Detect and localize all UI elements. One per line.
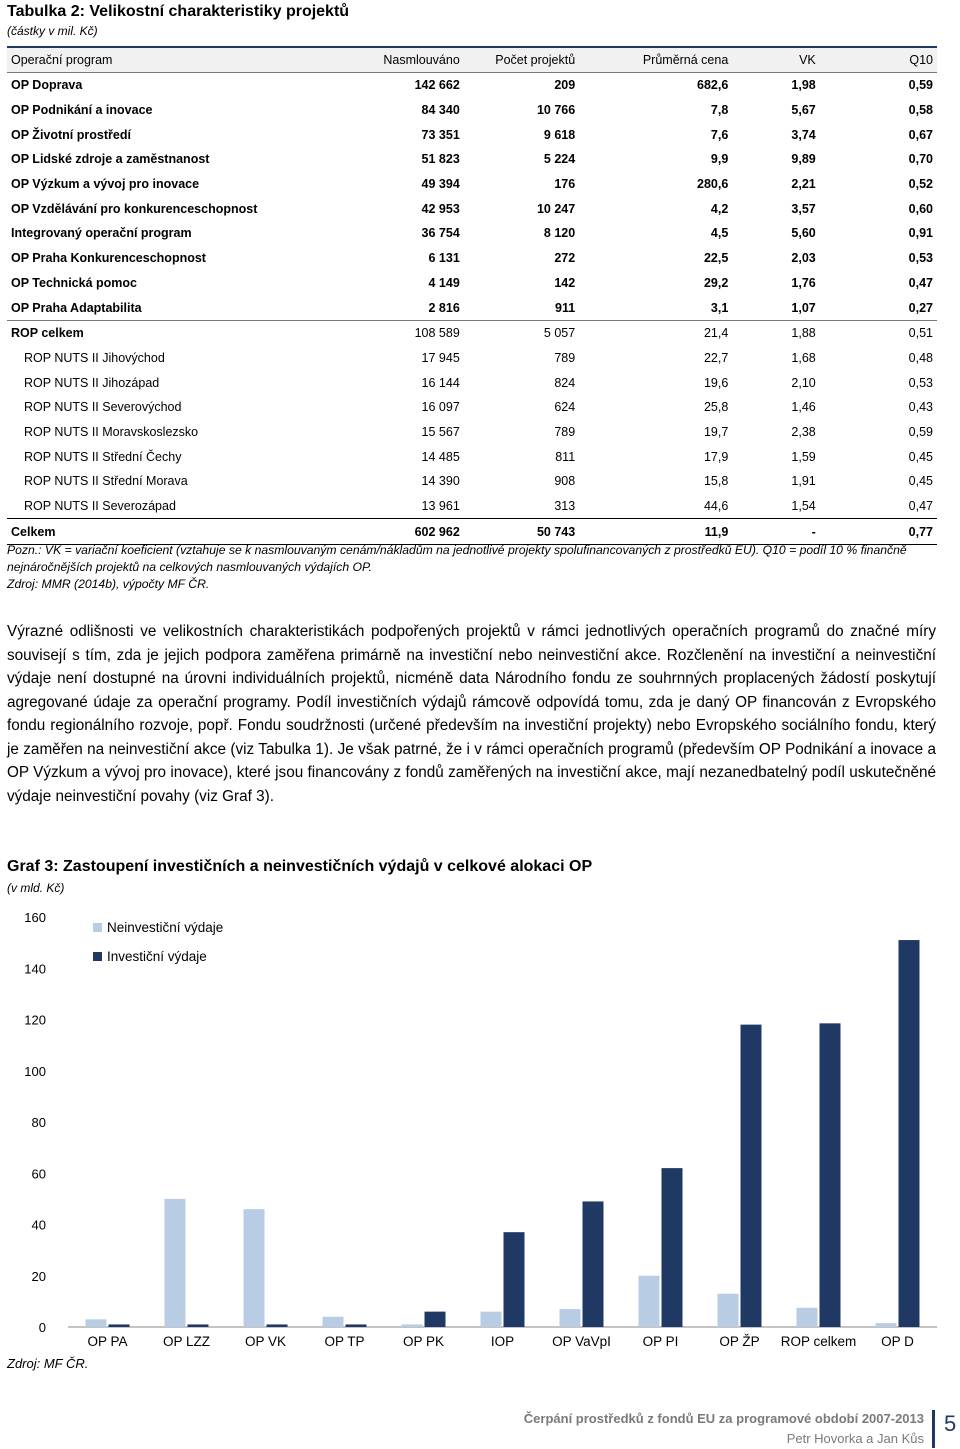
row-name: Celkem: [7, 519, 348, 545]
row-name: OP Praha Konkurenceschopnost: [11, 251, 206, 266]
cell: 5 224: [543, 152, 576, 167]
table-row: [7, 172, 937, 197]
col-header: Nasmlouváno: [348, 47, 464, 73]
cell: 1,68: [791, 350, 816, 365]
table-row: [7, 494, 937, 519]
cell: 3,74: [791, 127, 816, 142]
table-row-total: [7, 519, 937, 545]
cell: 0,59: [908, 424, 933, 439]
cell: 789: [554, 424, 576, 439]
bar-invest: [820, 1023, 841, 1327]
cell: 9,9: [710, 152, 729, 167]
cell: 142 662: [414, 78, 460, 93]
cell: 3,1: [710, 300, 729, 315]
table-row: [7, 395, 937, 420]
cell: 2 816: [428, 300, 460, 315]
legend-label: Neinvestiční výdaje: [107, 920, 224, 935]
cell: 911: [555, 300, 576, 315]
cell: 16 144: [421, 375, 460, 390]
table-title: Tabulka 2: Velikostní charakteristiky projektů: [7, 3, 350, 20]
bar-noninvest: [86, 1319, 107, 1327]
cell: 49 394: [421, 177, 460, 192]
row-name: ROP NUTS II Střední Morava: [24, 474, 188, 489]
cell: 21,4: [579, 320, 732, 345]
row-name: OP Výzkum a vývoj pro inovace: [11, 177, 200, 192]
cell: 108 589: [348, 320, 464, 345]
cell: 1,98: [791, 78, 816, 93]
cell: 1,76: [791, 275, 816, 290]
row-name: OP Praha Adaptabilita: [11, 300, 142, 315]
cell: 6 131: [428, 251, 460, 266]
y-tick-label: 0: [38, 1320, 46, 1335]
row-name: ROP NUTS II Střední Čechy: [24, 449, 182, 464]
cell: 5,60: [791, 226, 816, 241]
table-row: [7, 444, 937, 469]
x-tick-label: OP PI: [642, 1334, 679, 1349]
cell: 19,7: [703, 424, 729, 439]
table-row: [7, 346, 937, 371]
row-name: ROP celkem: [7, 320, 348, 345]
page-number: 5: [944, 1411, 957, 1436]
cell: 602 962: [348, 519, 464, 545]
bar-invest: [662, 1168, 683, 1327]
x-tick-label: OP PK: [402, 1334, 445, 1349]
table-unit: (částky v mil. Kč): [7, 24, 98, 38]
col-header: Počet projektů: [464, 47, 579, 73]
table-row: [7, 196, 937, 221]
cell: 17,9: [703, 449, 729, 464]
cell: 4,5: [710, 226, 729, 241]
x-tick-label: OP ŽP: [719, 1334, 760, 1349]
cell: 0,59: [908, 78, 933, 93]
graph-source: Zdroj: MF ČR.: [7, 1356, 89, 1371]
cell: 25,8: [703, 400, 729, 415]
cell: 4 149: [428, 275, 460, 290]
row-name: ROP NUTS II Moravskoslezsko: [24, 424, 199, 439]
cell: 7,6: [710, 127, 729, 142]
legend-swatch: [93, 923, 102, 932]
cell: 313: [554, 499, 576, 514]
col-header: VK: [732, 47, 819, 73]
col-header: Q10: [820, 47, 937, 73]
cell: 0,47: [908, 499, 933, 514]
row-name: ROP NUTS II Jihovýchod: [24, 350, 165, 365]
cell: 11,9: [579, 519, 732, 545]
row-name: OP Vzdělávání pro konkurenceschopnost: [11, 201, 258, 216]
note-text: Pozn.: VK = variační koeficient (vztahuje se k nasmlouvaným cenám/nákladům na jednotlivé projekty spolufinancovaných z prostředků EU). Q10 = podíl 10 % finančně nejnáročnějších projektů na celkových nasmlouvaných výdajích OP.: [7, 543, 907, 574]
cell: 0,45: [908, 474, 933, 489]
x-tick-label: OP LZZ: [162, 1334, 211, 1349]
cell: 0,60: [908, 201, 933, 216]
cell: 280,6: [697, 177, 729, 192]
bar-invest: [346, 1324, 367, 1327]
cell: 4,2: [710, 201, 729, 216]
cell: 15,8: [703, 474, 729, 489]
row-name: ROP NUTS II Severovýchod: [24, 400, 182, 415]
table-row: [7, 420, 937, 445]
cell: 1,88: [732, 320, 819, 345]
x-tick-label: OP VaVpI: [552, 1334, 611, 1349]
bar-invest: [425, 1312, 446, 1327]
cell: 3,57: [791, 201, 816, 216]
x-tick-label: OP TP: [324, 1334, 365, 1349]
y-tick-label: 80: [31, 1115, 46, 1130]
x-tick-label: OP PA: [87, 1334, 128, 1349]
cell: -: [732, 519, 819, 545]
row-name: ROP NUTS II Jihozápad: [24, 375, 160, 390]
cell: 50 743: [464, 519, 579, 545]
cell: 0,48: [908, 350, 933, 365]
cell: 15 567: [421, 424, 460, 439]
table-row: [7, 122, 937, 147]
cell: 624: [554, 400, 576, 415]
x-tick-label: ROP celkem: [780, 1334, 857, 1349]
cell: 0,51: [820, 320, 937, 345]
bar-noninvest: [876, 1323, 897, 1327]
table-row: [7, 469, 937, 494]
x-tick-label: OP VK: [244, 1334, 287, 1349]
cell: 44,6: [703, 499, 729, 514]
cell: 14 390: [421, 474, 460, 489]
table-header-row: [7, 47, 937, 73]
cell: 84 340: [421, 103, 460, 118]
bar-noninvest: [244, 1209, 265, 1327]
cell: 2,21: [791, 177, 816, 192]
cell: 0,58: [908, 103, 933, 118]
bar-invest: [583, 1201, 604, 1327]
cell: 73 351: [421, 127, 460, 142]
cell: 19,6: [703, 375, 729, 390]
bar-invest: [267, 1324, 288, 1327]
footer-divider: [932, 1410, 935, 1448]
bar-noninvest: [560, 1309, 581, 1327]
table-row: [7, 98, 937, 123]
cell: 142: [554, 275, 576, 290]
cell: 0,91: [908, 226, 933, 241]
table-row: [7, 271, 937, 296]
bar-invest: [741, 1025, 762, 1327]
bar-noninvest: [639, 1276, 660, 1327]
cell: 8 120: [543, 226, 576, 241]
bar-chart: [0, 895, 960, 1360]
cell: 0,77: [820, 519, 937, 545]
footer-authors: Petr Hovorka a Jan Kůs: [786, 1431, 924, 1446]
body-paragraph: Výrazné odlišnosti ve velikostních charakteristikách podpořených projektů v rámci jednotlivých operačních programů do značné míry souvisejí s tím, zda je jejich podpora zaměřena primárně na investiční nebo neinvestiční akce. Rozčlenění na investiční a neinvestiční výdaje není dostupné na úrovni individuálních projektů, nicméně data Národního fondu ze souhrnných proplacených žádostí poskytují agregované údaje za operační programy. Podíl investičních výdajů rámcově odpovídá tomu, zda je daný OP financován z Evropského fondu regionálního rozvoje, popř. Fondu soudržnosti (určené především na investiční projekty) nebo Evropského sociálního fondu, který je zaměřen na neinvestiční akce (viz Tabulka 1). Je však patrné, že i v rámci operačních programů (především OP Podnikání a inovace a OP Výzkum a vývoj pro inovace), které jsou financovány z fondů zaměřených na investiční akce, mají nezanedbatelný podíl uskutečněné výdaje neinvestiční povahy (viz Graf 3).: [7, 623, 936, 805]
cell: 272: [554, 251, 576, 266]
data-table: [7, 46, 937, 545]
cell: 2,03: [791, 251, 816, 266]
bar-noninvest: [323, 1317, 344, 1327]
cell: 1,59: [791, 449, 816, 464]
cell: 1,46: [791, 400, 816, 415]
cell: 0,47: [908, 275, 933, 290]
cell: 0,67: [908, 127, 933, 142]
row-name: ROP NUTS II Severozápad: [24, 499, 176, 514]
bar-invest: [899, 940, 920, 1327]
cell: 7,8: [710, 103, 729, 118]
cell: 16 097: [421, 400, 460, 415]
row-name: OP Lidské zdroje a zaměstnanost: [11, 152, 210, 167]
cell: 0,70: [908, 152, 933, 167]
cell: 0,52: [908, 177, 933, 192]
bar-noninvest: [481, 1312, 502, 1327]
cell: 1,07: [791, 300, 816, 315]
cell: 176: [554, 177, 576, 192]
cell: 824: [554, 375, 576, 390]
bar-invest: [504, 1232, 525, 1327]
row-name: OP Doprava: [11, 78, 83, 93]
graph-unit: (v mld. Kč): [7, 881, 65, 895]
table-row: [7, 370, 937, 395]
y-tick-label: 120: [24, 1012, 46, 1028]
cell: 2,38: [791, 424, 816, 439]
legend-swatch: [93, 952, 102, 961]
cell: 5 057: [464, 320, 579, 345]
bar-noninvest: [797, 1308, 818, 1327]
bar-invest: [188, 1324, 209, 1327]
cell: 0,45: [908, 449, 933, 464]
bar-invest: [109, 1324, 130, 1327]
cell: 29,2: [703, 275, 729, 290]
bar-noninvest: [165, 1199, 186, 1327]
note-source: Zdroj: MMR (2014b), výpočty MF ČR.: [7, 577, 210, 591]
col-header: Průměrná cena: [579, 47, 732, 73]
cell: 1,91: [791, 474, 816, 489]
cell: 9,89: [791, 152, 816, 167]
cell: 36 754: [421, 226, 460, 241]
table-row: [7, 221, 937, 246]
table-row: [7, 246, 937, 271]
row-name: OP Životní prostředí: [11, 127, 131, 142]
graph-title: Graf 3: Zastoupení investičních a neinvestičních výdajů v celkové alokaci OP: [7, 858, 593, 875]
cell: 9 618: [543, 127, 576, 142]
cell: 0,53: [908, 375, 933, 390]
cell: 13 961: [421, 499, 460, 514]
footer-title: Čerpání prostředků z fondů EU za programové období 2007-2013: [523, 1411, 924, 1426]
cell: 10 766: [536, 103, 576, 118]
y-tick-label: 20: [31, 1268, 46, 1284]
table-row: [7, 73, 937, 98]
cell: 10 247: [536, 201, 576, 216]
row-name: Integrovaný operační program: [11, 226, 192, 241]
cell: 0,27: [908, 300, 933, 315]
cell: 2,10: [791, 375, 816, 390]
cell: 682,6: [697, 78, 729, 93]
cell: 22,7: [703, 350, 729, 365]
cell: 0,43: [908, 400, 933, 415]
cell: 209: [554, 78, 576, 93]
cell: 1,54: [791, 499, 816, 514]
y-tick-label: 60: [31, 1166, 46, 1182]
row-name: OP Podnikání a inovace: [11, 103, 153, 118]
y-tick-label: 160: [24, 910, 46, 925]
legend-label: Investiční výdaje: [107, 949, 207, 964]
cell: 14 485: [421, 449, 460, 464]
table-row: [7, 295, 937, 320]
cell: 5,67: [791, 103, 816, 118]
cell: 0,53: [908, 251, 933, 266]
table-row: [7, 147, 937, 172]
y-tick-label: 40: [31, 1217, 46, 1233]
y-tick-label: 140: [24, 961, 46, 977]
row-name: OP Technická pomoc: [11, 275, 137, 290]
bar-noninvest: [402, 1324, 423, 1327]
cell: 42 953: [421, 201, 460, 216]
table-row-rop-total: [7, 320, 937, 345]
x-tick-label: OP D: [881, 1334, 914, 1349]
x-tick-label: IOP: [490, 1334, 515, 1349]
y-tick-label: 100: [24, 1063, 46, 1079]
cell: 908: [554, 474, 576, 489]
cell: 51 823: [421, 152, 460, 167]
cell: 811: [555, 449, 576, 464]
bar-noninvest: [718, 1294, 739, 1327]
cell: 789: [554, 350, 576, 365]
cell: 17 945: [421, 350, 460, 365]
col-header: Operační program: [7, 47, 348, 73]
table-note: [7, 542, 942, 593]
cell: 22,5: [703, 251, 729, 266]
